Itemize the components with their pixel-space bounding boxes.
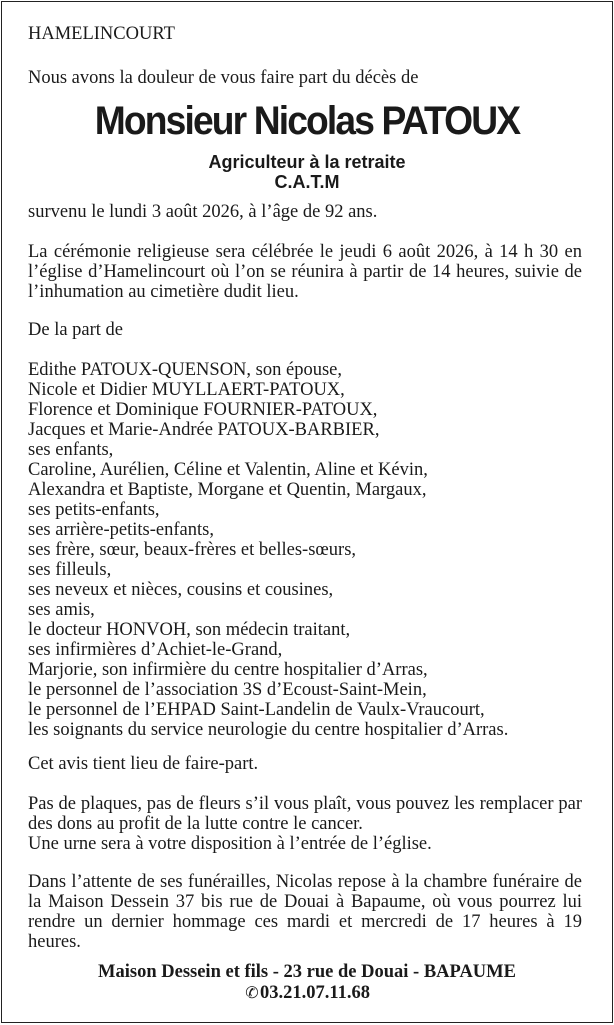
family-line: le docteur HONVOH, son médecin traitant, [28, 620, 351, 640]
family-line: ses infirmières d’Achiet-le-Grand, [28, 640, 283, 660]
family-line: ses petits-enfants, [28, 500, 160, 520]
family-line: Edithe PATOUX-QUENSON, son épouse, [28, 360, 342, 380]
family-line: Florence et Dominique FOURNIER-PATOUX, [28, 400, 378, 420]
family-line: ses neveux et nièces, cousins et cousines, [28, 580, 334, 600]
ceremony-text: La cérémonie religieuse sera célébrée le jeudi 6 août 2026, à 14 h 30 en l’église d’Hamelincourt où l’on se réunira à partir de 14 heures, suivie de l’inhumation au cimetière dudit lieu. [28, 242, 582, 302]
family-line: ses filleuls, [28, 560, 112, 580]
flowers-text: Pas de plaques, pas de fleurs s’il vous plaît, vous pouvez les remplacer par des dons au profit de la lutte contre le cancer. [28, 794, 582, 834]
intro-text: Nous avons la douleur de vous faire part du décès de [28, 68, 419, 88]
death-notice: survenu le lundi 3 août 2026, à l’âge de 92 ans. [28, 202, 378, 222]
family-line: Marjorie, son infirmière du centre hospitalier d’Arras, [28, 660, 428, 680]
family-line: le personnel de l’association 3S d’Ecoust-Saint-Mein, [28, 680, 427, 700]
family-line: Alexandra et Baptiste, Morgane et Quentin, Margaux, [28, 480, 427, 500]
family-list [28, 360, 582, 740]
family-line: ses enfants, [28, 440, 114, 460]
family-line: les soignants du service neurologie du centre hospitalier d’Arras. [28, 720, 509, 740]
location-heading: HAMELINCOURT [28, 24, 175, 44]
urn-text: Une urne sera à votre disposition à l’entrée de l’église. [28, 834, 432, 854]
family-line: Nicole et Didier MUYLLAERT-PATOUX, [28, 380, 345, 400]
from-label: De la part de [28, 320, 124, 340]
phone-number: 03.21.07.11.68 [260, 983, 370, 1003]
obituary-notice [1, 1, 613, 1023]
phone-line [2, 983, 612, 1004]
distinction: C.A.T.M [274, 172, 340, 192]
notice-text: Cet avis tient lieu de faire-part. [28, 754, 259, 774]
funeral-home: Maison Dessein et fils - 23 rue de Douai - BAPAUME [98, 962, 516, 982]
family-line: ses amis, [28, 600, 95, 620]
family-line: ses arrière-petits-enfants, [28, 520, 214, 540]
profession: Agriculteur à la retraite [208, 152, 406, 172]
family-line: Caroline, Aurélien, Céline et Valentin, Aline et Kévin, [28, 460, 428, 480]
family-line: ses frère, sœur, beaux-frères et belles-sœurs, [28, 540, 357, 560]
deceased-name: Monsieur Nicolas PATOUX [94, 99, 520, 143]
phone-icon: ✆ [245, 985, 259, 1002]
rest-text: Dans l’attente de ses funérailles, Nicolas repose à la chambre funéraire de la Maison Dessein 37 bis rue de Douai à Bapaume, où vous pourrez lui rendre un dernier hommage ces mardi et mercredi de 17 heures à 19 heures. [28, 872, 582, 952]
family-line: le personnel de l’EHPAD Saint-Landelin de Vaulx-Vraucourt, [28, 700, 485, 720]
family-line: Jacques et Marie-Andrée PATOUX-BARBIER, [28, 420, 380, 440]
